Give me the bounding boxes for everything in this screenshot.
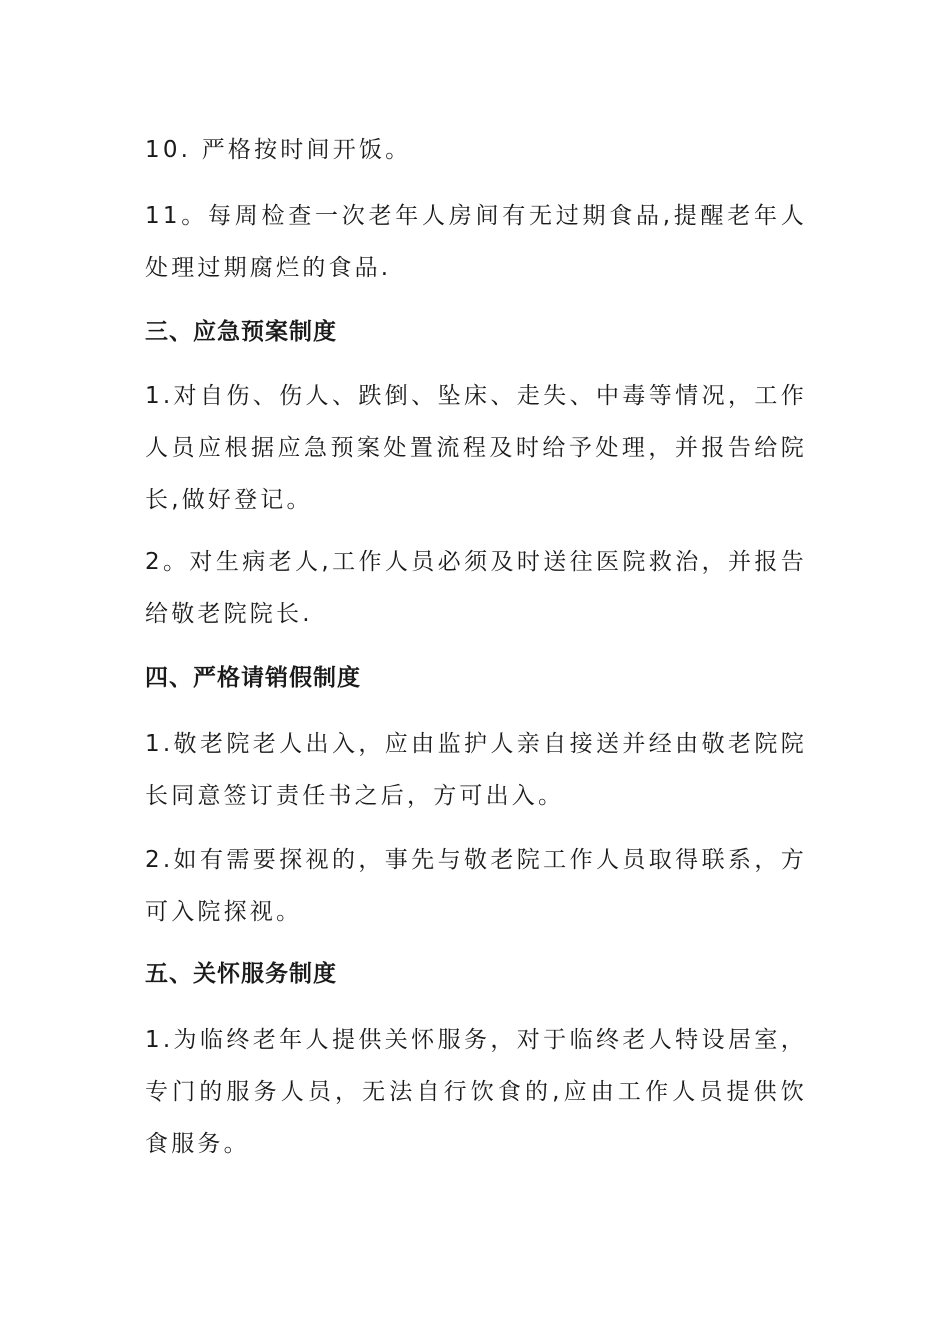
paragraph-leave-2: 2.如有需要探视的，事先与敬老院工作人员取得联系，方可入院探视。 [145,847,807,925]
paragraph-emergency-1: 1.对自伤、伤人、跌倒、坠床、走失、中毒等情况，工作人员应根据应急预案处置流程及时给予处理，并报告给院长,做好登记。 [145,383,807,513]
paragraph-item-11: 11。每周检查一次老年人房间有无过期食品,提醒老年人处理过期腐烂的食品. [145,203,807,281]
paragraph-item-10: 10. 严格按时间开饭。 [145,137,412,163]
paragraph-care-1: 1.为临终老年人提供关怀服务，对于临终老人特设居室，专门的服务人员，无法自行饮食的,应由工作人员提供饮食服务。 [145,1027,807,1157]
section-heading-emergency-plan: 三、应急预案制度 [145,319,337,345]
section-heading-care-service: 五、关怀服务制度 [145,961,337,987]
paragraph-leave-1: 1.敬老院老人出入，应由监护人亲自接送并经由敬老院院长同意签订责任书之后，方可出入。 [145,731,807,809]
section-heading-leave-system: 四、严格请销假制度 [145,665,361,691]
paragraph-emergency-2: 2。对生病老人,工作人员必须及时送往医院救治，并报告给敬老院院长. [145,549,807,627]
